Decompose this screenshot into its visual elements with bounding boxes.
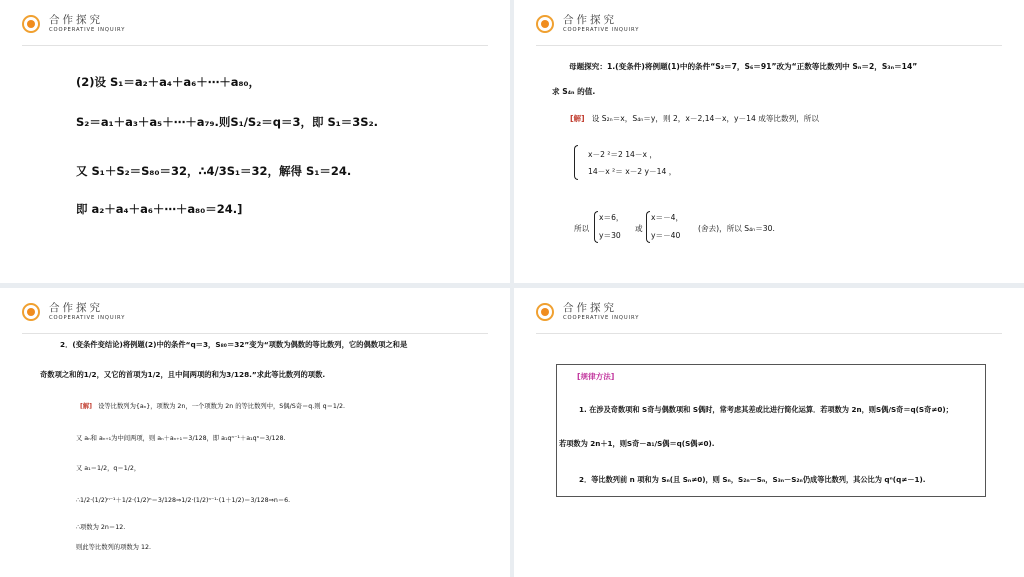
system-line: 14－x ²＝ x－2 y－14 ， [588,167,677,176]
step-line: ∴项数为 2n＝12. [76,524,126,531]
slide-2[interactable] [514,0,1024,283]
header-title: 合作探究 [49,14,103,26]
result-suffix: (舍去)，所以 S₄ₙ＝30. [698,224,775,233]
text-line: 奇数项之和的1/2，又它的首项为1/2，且中间两项的和为3/128.”求此等比数列的项数. [40,370,326,379]
method-tag-text: [规律方法] [577,372,615,381]
slide-4[interactable] [514,288,1024,577]
or-text: 或 [635,224,643,233]
header-title: 合作探究 [563,302,617,314]
header-subtitle: COOPERATIVE INQUIRY [49,315,126,321]
header-divider [22,333,488,334]
solution-tag: [解] [80,403,93,410]
text-line: 即 a₂＋a₄＋a₆＋⋯＋a₈₀＝24.] [76,202,243,216]
method-tag [577,371,614,382]
result-prefix: 所以 [574,224,590,233]
case2-line: x＝－4， [651,213,684,222]
method-box [556,364,986,497]
system-line: x－2 ²＝2 14－x ， [588,150,657,159]
text-line: 又 S₁＋S₂＝S₈₀＝32，∴4/3S₁＝32，解得 S₁＝24. [76,164,352,178]
header-title: 合作探究 [49,302,103,314]
step-line: 又 a₁＝1/2，q＝1/2， [76,465,141,472]
step-line: 则此等比数列的项数为 12. [76,544,151,551]
method-item-2: 2．等比数列前 n 项和为 Sₙ(且 Sₙ≠0)，则 Sₙ，S₂ₙ－Sₙ，S₃ₙ－S₂ₙ仍成等比数列，其公比为 qⁿ(q≠－1). [579,475,926,484]
method-item-1: 1. 在涉及奇数项和 S奇与偶数项和 S偶时，常考虑其差或比进行简化运算．若项数为 2n，则S偶/S奇＝q(S奇≠0)； [579,405,953,414]
step-text: 设等比数列为{aₙ}，项数为 2n，一个项数为 2n 的等比数列中，S偶/S奇＝q.则 q＝1/2. [98,403,346,410]
text-line: (2)设 S₁＝a₂＋a₄＋a₆＋⋯＋a₈₀， [76,75,261,89]
header-divider [536,333,1002,334]
text-line: S₂＝a₁＋a₃＋a₅＋⋯＋a₇₉.则S₁/S₂＝q＝3，即 S₁＝3S₂. [76,115,378,129]
text-line: 母题探究：1.(变条件)将例题(1)中的条件“S₂＝7，S₆＝91”改为“正数等比数列中 Sₙ＝2，S₃ₙ＝14” [569,62,918,71]
method-item-1b: 若项数为 2n＋1，则S奇－a₁/S偶＝q(S偶≠0). [559,439,715,448]
header-subtitle: COOPERATIVE INQUIRY [563,315,640,321]
case1-line: y＝30 [599,231,621,240]
step-line [80,401,345,410]
header-divider [536,45,1002,46]
logo-icon [536,303,554,321]
logo-icon [22,15,40,33]
header-subtitle: COOPERATIVE INQUIRY [49,27,126,33]
header-divider [22,45,488,46]
step-line: ∴1/2·(1/2)ⁿ⁻¹＋1/2·(1/2)ⁿ＝3/128⇒1/2·(1/2)ⁿ⁻¹·(1＋1/2)＝3/128⇒n＝6. [76,497,291,504]
logo-icon [22,303,40,321]
text-line: 2．(变条件变结论)将例题(2)中的条件“q＝3，S₈₀＝32”变为“项数为偶数的等比数列，它的偶数项之和是 [60,340,408,349]
solution-text: 设 S₂ₙ＝x，S₄ₙ＝y，则 2，x－2,14－x，y－14 成等比数列，所以 [591,114,819,123]
text-line: 求 S₄ₙ 的值. [552,87,596,96]
logo-icon [536,15,554,33]
brace-icon [646,211,650,243]
step-line: 又 aₙ和 aₙ₊₁为中间两项，则 aₙ＋aₙ₊₁＝3/128，即 a₁qⁿ⁻¹＋a₁qⁿ＝3/128. [76,435,286,442]
slide-3[interactable] [0,288,510,577]
brace-icon [594,211,598,243]
solution-line [570,113,819,124]
brace-icon [574,145,578,180]
header-title: 合作探究 [563,14,617,26]
header-subtitle: COOPERATIVE INQUIRY [563,27,640,33]
slide-1[interactable] [0,0,510,283]
case2-line: y＝－40 [651,231,681,240]
case1-line: x＝6， [599,213,624,222]
solution-tag: [解] [570,114,585,123]
